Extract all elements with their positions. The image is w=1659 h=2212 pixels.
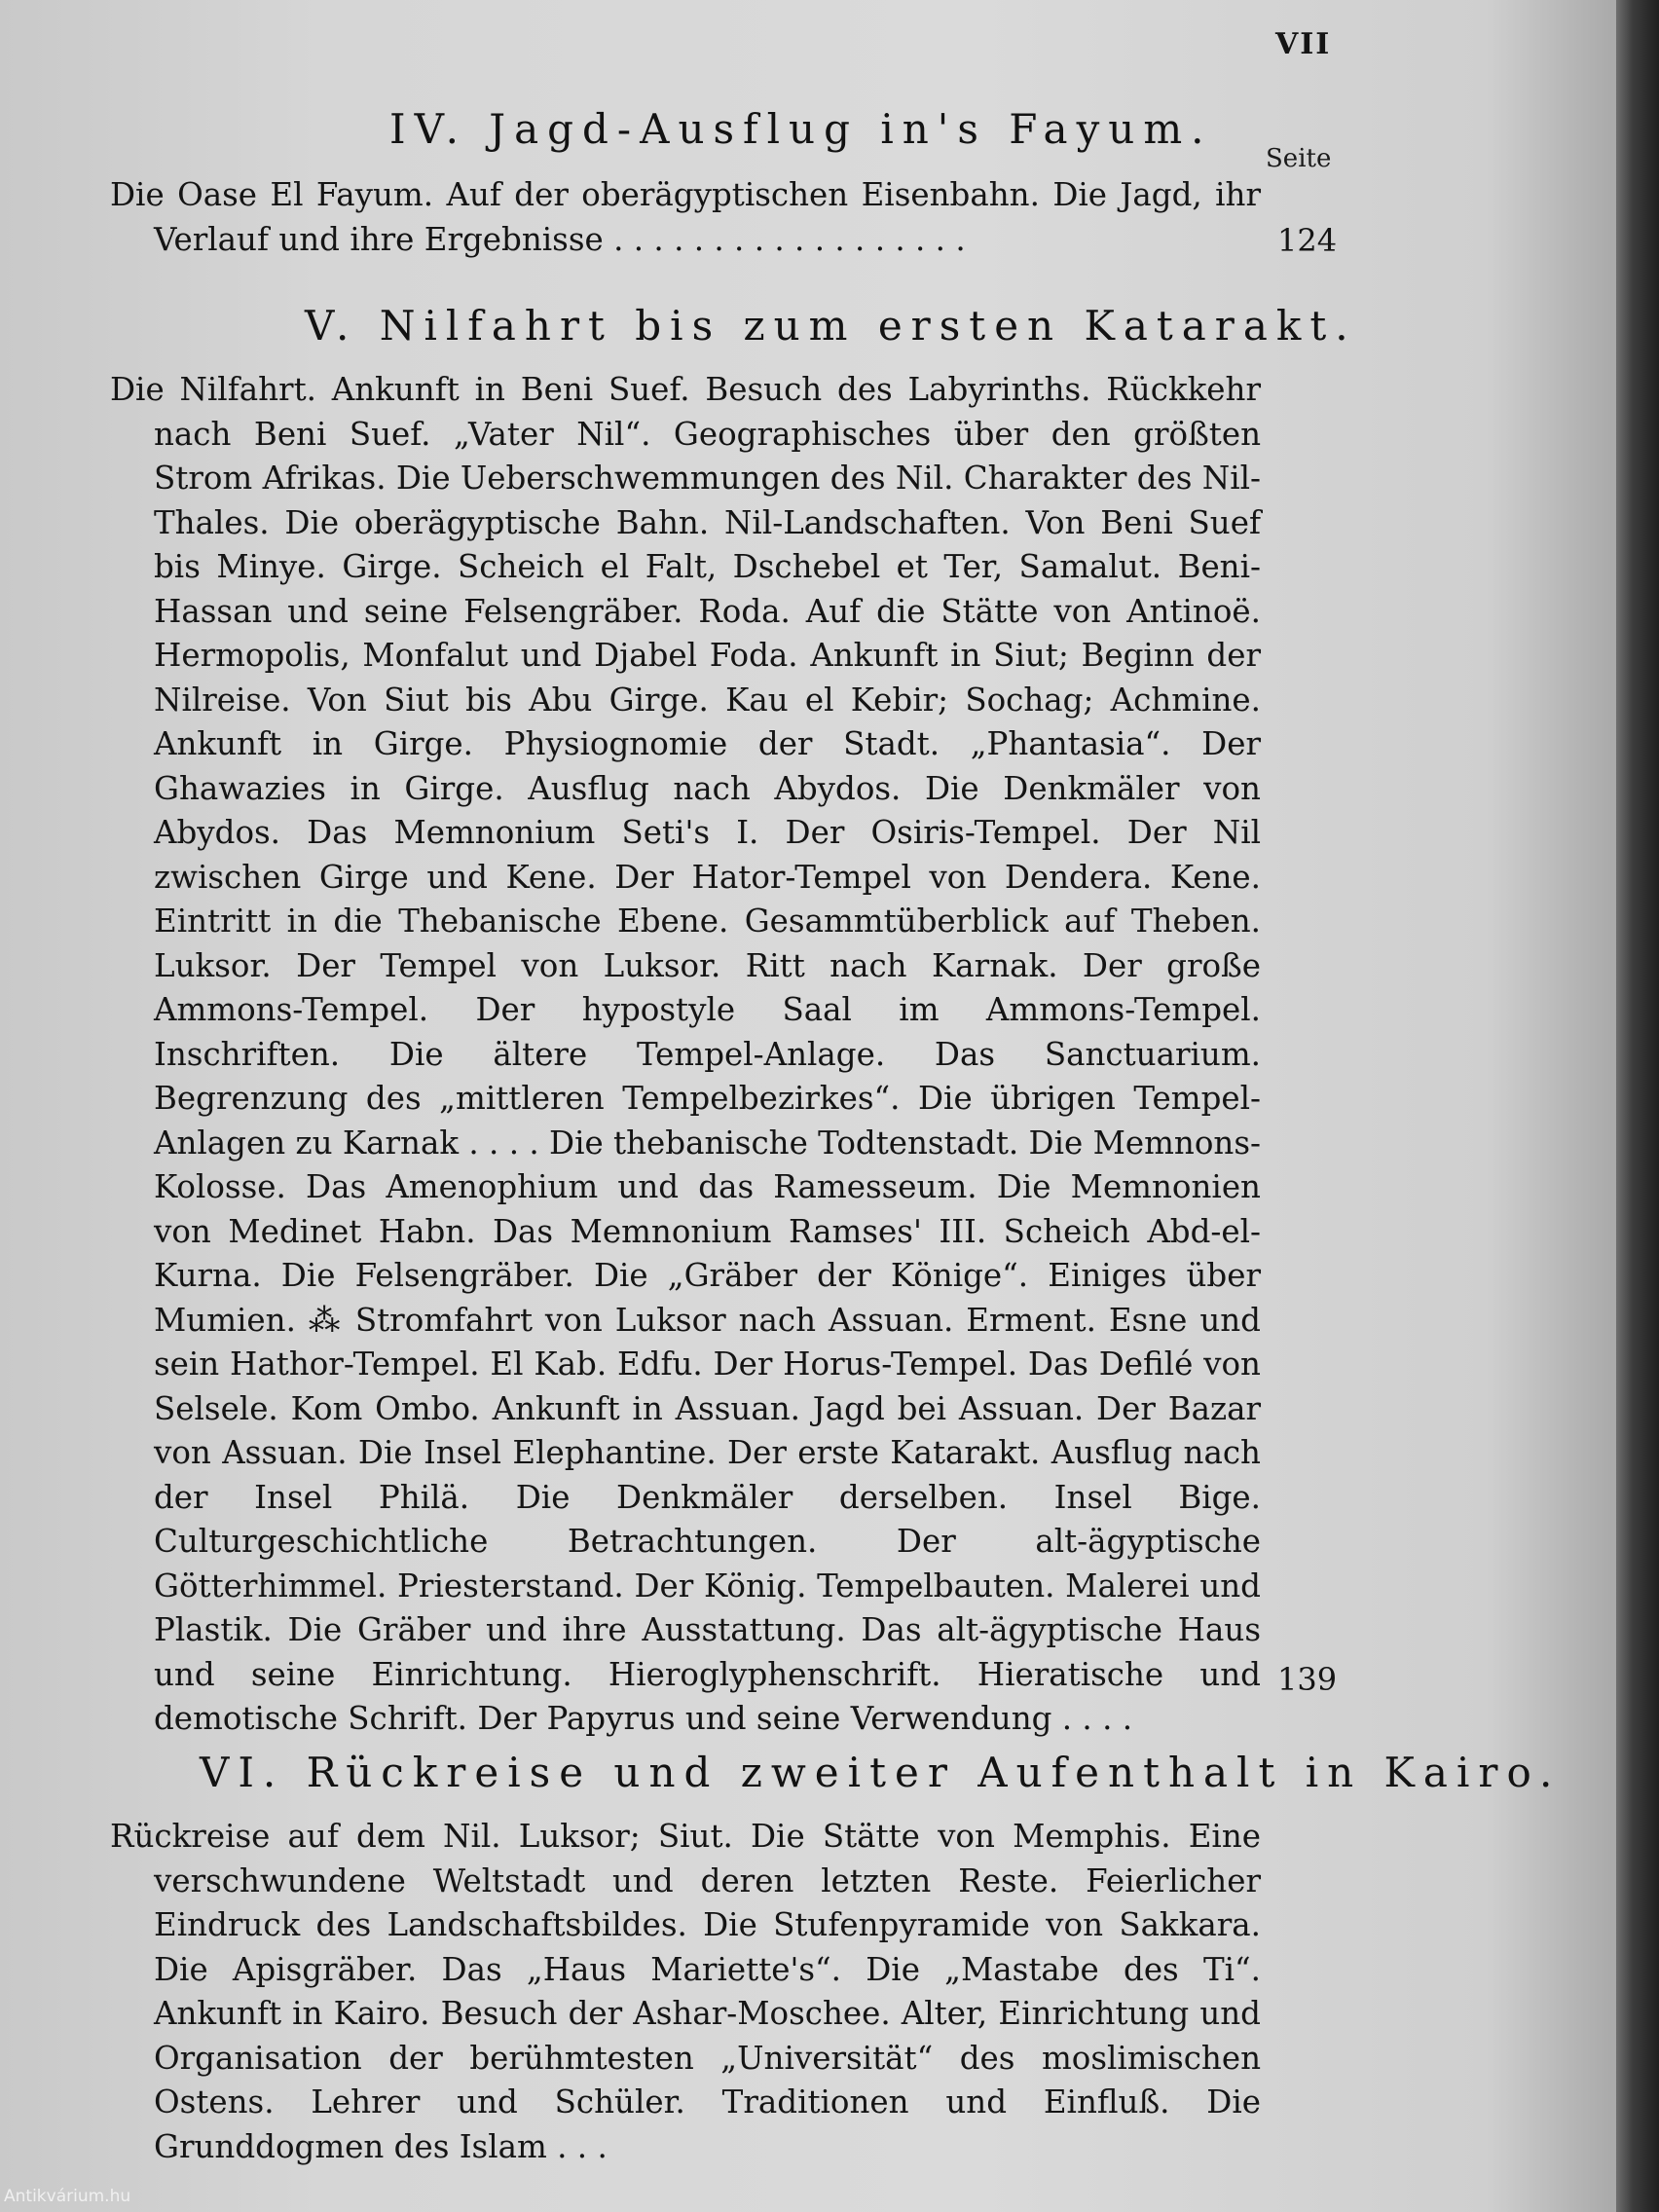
page-folio: VII (1275, 27, 1332, 61)
watermark: Antikvárium.hu (4, 2187, 131, 2206)
section-page-number-v: 139 (1277, 1661, 1338, 1698)
section-text-v: Die Nilfahrt. Ankunft in Beni Suef. Besuch des Labyrinths. Rückkehr nach Beni Suef. „Vater Nil“. Geographisches über den größten Strom Afrikas. Die Ueberschwemmungen des Nil. Charakter des Nil-Thales. Die oberägyptische Bahn. Nil-Landschaften. Von Beni Suef bis Minye. Girge. Scheich el Falt, Dschebel et Ter, Samalut. Beni-Hassan und seine Felsengräber. Roda. Auf die Stätte von Antinoë. Hermopolis, Monfalut und Djabel Foda. Ankunft in Siut; Beginn der Nilreise. Von Siut bis Abu Girge. Kau el Kebir; Sochag; Achmine. Ankunft in Girge. Physiognomie der Stadt. „Phantasia“. Der Ghawazies in Girge. Ausflug nach Abydos. Die Denkmäler von Abydos. Das Memnonium Seti's I. Der Osiris-Tempel. Der Nil zwischen Girge und Kene. Der Hator-Tempel von Dendera. Kene. Eintritt in die Thebanische Ebene. Gesammtüberblick auf Theben. Luksor. Der Tempel von Luksor. Ritt nach Karnak. Der große Ammons-Tempel. Der hypostyle Saal im Ammons-Tempel. Inschriften. Die ältere Tempel-Anlage. Das Sanctuarium. Begrenzung des „mittleren Tempelbezirkes“. Die übrigen Tempel-Anlagen zu Karnak . . . . Die thebanische Todtenstadt. Die Memnons-Kolosse. Das Amenophium und das Ramesseum. Die Memnonien von Medinet Habn. Das Memnonium Ramses' III. Scheich Abd-el-Kurna. Die Felsengräber. Die „Gräber der Könige“. Einiges über Mumien. ⁂ Stromfahrt von Luksor nach Assuan. Erment. Esne und sein Hathor-Tempel. El Kab. Edfu. Der Horus-Tempel. Das Defilé von Selsele. Kom Ombo. Ankunft in Assuan. Jagd bei Assuan. Der Bazar von Assuan. Die Insel Elephantine. Der erste Katarakt. Ausflug nach der Insel Philä. Die Denkmäler derselben. Insel Bige. Culturgeschichtliche Betrachtungen. Der alt-ägyptische Götterhimmel. Priesterstand. Der König. Tempelbauten. Malerei und Plastik. Die Gräber und ihre Ausstattung. Das alt-ägyptische Haus und seine Einrichtung. Hieroglyphenschrift. Hieratische und demotische Schrift. Der Papyrus und seine Verwendung . . . . (110, 371, 1261, 1737)
section-page-number-iv: 124 (1277, 222, 1338, 259)
section-text-vi: Rückreise auf dem Nil. Luksor; Siut. Die Stätte von Memphis. Eine verschwundene Weltstadt und deren letzten Reste. Feierlicher Eindruck des Landschaftsbildes. Die Stufenpyramide von Sakkara. Die Apisgräber. Das „Haus Mariette's“. Die „Mastabe des Ti“. Ankunft in Kairo. Besuch der Ashar-Moschee. Alter, Einrichtung und Organisation der berühmtesten „Universität“ des moslimischen Ostens. Lehrer und Schüler. Traditionen und Einfluß. Die Grunddogmen des Islam . . . (110, 1818, 1261, 2165)
section-heading-v: V. Nilfahrt bis zum ersten Katarakt. (305, 302, 1357, 350)
section-heading-iv: IV. Jagd-Ausflug in's Fayum. (389, 105, 1213, 153)
page-column-label: Seite (1266, 144, 1332, 173)
section-heading-vi: VI. Rückreise und zweiter Aufenthalt in Kairo. (200, 1749, 1562, 1796)
page-edge-shadow (1616, 0, 1659, 2212)
section-text-iv: Die Oase El Fayum. Auf der oberägyptischen Eisenbahn. Die Jagd, ihr Verlauf und ihre Ergebnisse . . . . . . . . . . . . . . . . . . (110, 176, 1261, 258)
